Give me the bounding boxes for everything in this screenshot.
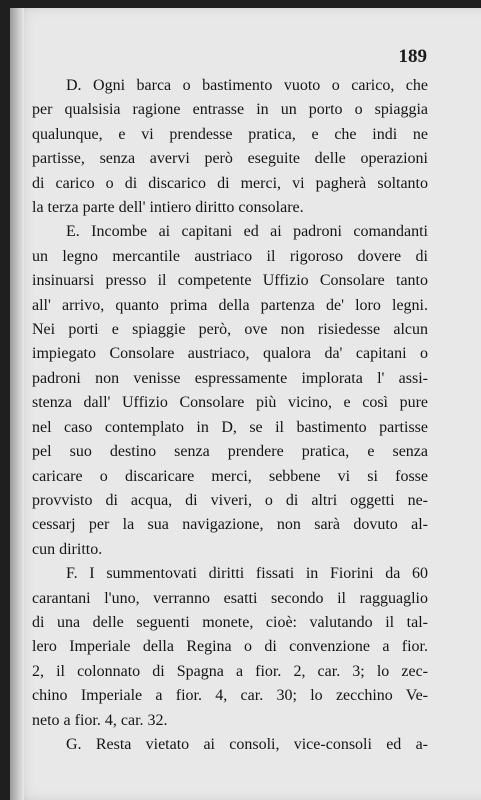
text-line: caricare o discaricare merci, sebbene vi si fosse	[32, 467, 428, 485]
text-line: carantani l'uno, verranno esatti secondo il ragguaglio	[32, 589, 428, 607]
text-line: pel suo destino senza prendere pratica, e senza	[32, 443, 428, 461]
text-line: partisse, senza avervi però eseguite delle operazioni	[32, 150, 428, 168]
text-line: padroni non venisse espressamente implorata l' assi-	[32, 369, 428, 387]
paragraph-d	[32, 74, 428, 220]
text-line: di carico o di discarico di merci, vi pagherà soltanto	[32, 174, 428, 192]
page-gutter-shadow	[10, 8, 24, 800]
text-line: insinuarsi presso il competente Uffizio Consolare tanto	[32, 272, 428, 290]
text-line: un legno mercantile austriaco il rigoroso dovere di	[32, 247, 428, 265]
paragraph-g	[32, 733, 428, 757]
text-line: di una delle seguenti monete, cioè: valutando il tal-	[32, 613, 428, 631]
text-line: neto a fior. 4, car. 32.	[32, 711, 168, 729]
text-line: 2, il colonnato di Spagna a fior. 2, car. 3; lo zec-	[32, 662, 428, 680]
text-line: per qualsisia ragione entrasse in un porto o spiaggia	[32, 101, 428, 119]
paragraph-e	[32, 220, 428, 562]
text-line: F. I summentovati diritti fissati in Fiorini da 60	[66, 565, 428, 583]
text-line: impiegato Consolare austriaco, qualora da' capitani o	[32, 345, 428, 363]
text-line: cessarj per la sua navigazione, non sarà dovuto al-	[32, 516, 428, 534]
text-line: D. Ogni barca o bastimento vuoto o carico, che	[66, 77, 428, 94]
text-line: chino Imperiale a fior. 4, car. 30; lo zecchino Ve-	[32, 687, 428, 705]
text-line: Nei porti e spiaggie però, ove non risiedesse alcun	[32, 321, 428, 339]
paragraph-f	[32, 562, 428, 733]
book-page	[10, 8, 481, 800]
text-line: stenza dall' Uffizio Consolare più vicino, e così pure	[32, 394, 428, 412]
text-line: qualunque, e vi prendesse pratica, e che indi ne	[32, 125, 428, 143]
body-text	[32, 74, 428, 757]
text-line: E. Incombe ai capitani ed ai padroni comandanti	[66, 223, 428, 241]
text-line: G. Resta vietato ai consoli, vice-consoli ed a-	[66, 735, 428, 753]
text-line: all' arrivo, quanto prima della partenza de' loro legni.	[32, 296, 428, 314]
text-line: la terza parte dell' intiero diritto consolare.	[32, 199, 304, 217]
text-line: cun diritto.	[32, 540, 103, 558]
text-line: provvisto di acqua, di viveri, o di altri oggetti ne-	[32, 491, 428, 509]
page-number: 189	[398, 46, 427, 67]
text-line: nel caso contemplato in D, se il bastimento partisse	[32, 418, 428, 436]
text-line: lero Imperiale della Regina o di convenzione a fior.	[32, 638, 428, 656]
